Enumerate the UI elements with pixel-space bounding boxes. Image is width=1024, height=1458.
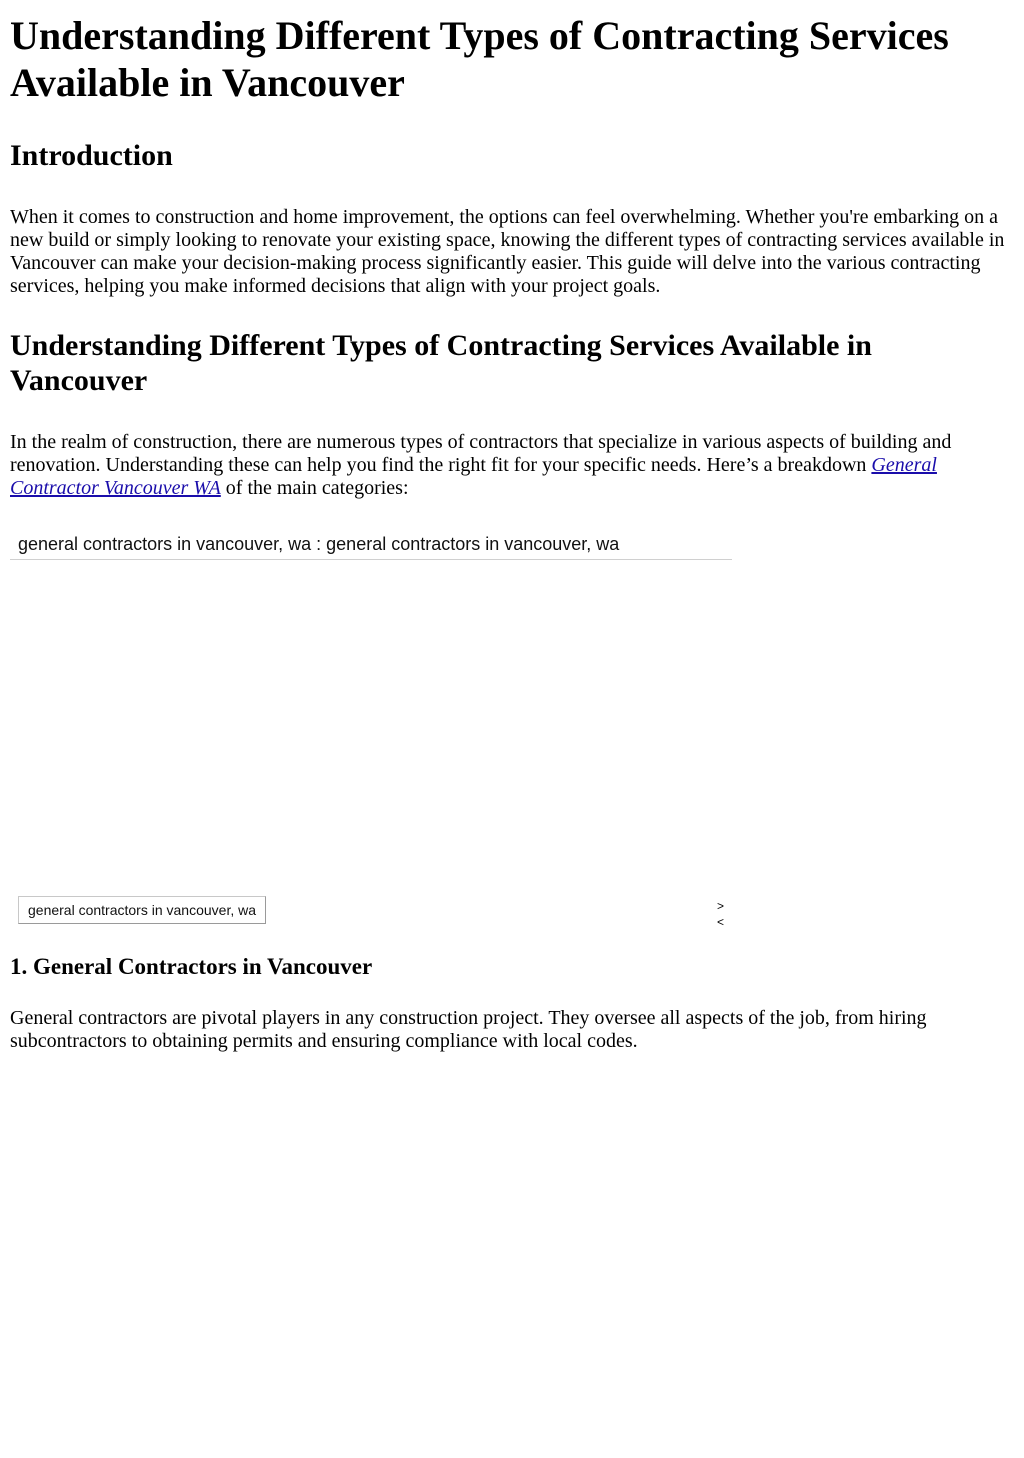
next-arrow-icon[interactable]: > [717, 899, 725, 913]
embed-nav-controls [717, 898, 724, 930]
intro-heading: Introduction [10, 139, 173, 172]
map-embed[interactable] [10, 529, 732, 929]
section-text-after-link: of the main categories: [220, 477, 409, 499]
page-title: Understanding Different Types of Contracting Services Available in Vancouver [10, 13, 949, 105]
general-contractor-link[interactable]: General Contractor Vancouver WA [10, 454, 937, 499]
section-heading: Understanding Different Types of Contracting Services Available in Vancouver [10, 329, 872, 397]
subsection-paragraph: General contractors are pivotal players in any construction project. They oversee all aspects of the job, from hiring subcontractors to obtaining permits and ensuring compliance with local codes. [10, 1007, 927, 1052]
embed-header: general contractors in vancouver, wa : general contractors in vancouver, wa [10, 529, 732, 560]
subsection-heading: 1. General Contractors in Vancouver [10, 954, 373, 979]
section-text-before-link: In the realm of construction, there are numerous types of contractors that specialize in various aspects of building and renovation. Understanding these can help you find the right fit for your specific needs. Here’s a breakdown [10, 431, 952, 476]
prev-arrow-icon[interactable]: < [717, 915, 725, 929]
embed-location-chip[interactable]: general contractors in vancouver, wa [18, 896, 266, 924]
section-paragraph [10, 431, 1014, 500]
intro-paragraph: When it comes to construction and home improvement, the options can feel overwhelming. Whether you're embarking on a new build or simply looking to renovate your existing space, knowing the different types of contracting services available in Vancouver can make your decision-making process significantly easier. This guide will delve into the various contracting services, helping you make informed decisions that align with your project goals. [10, 206, 1005, 297]
article [0, 12, 1024, 1053]
